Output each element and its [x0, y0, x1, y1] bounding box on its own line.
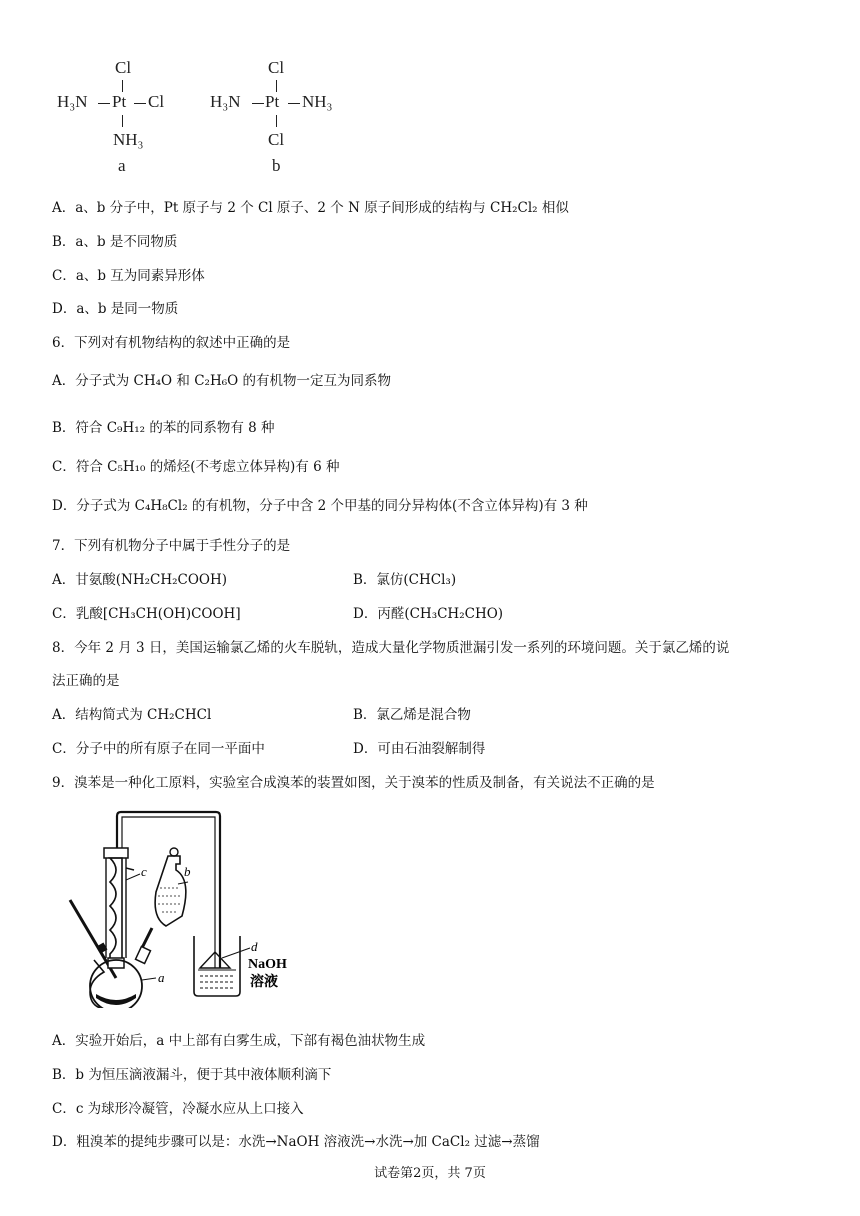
bond-line: [252, 103, 264, 104]
q8-option-b: B．氯乙烯是混合物: [353, 707, 471, 723]
q5-option-c: C．a、b 互为同素异形体: [52, 268, 205, 284]
bromobenzene-apparatus-diagram: [60, 808, 330, 1008]
structure-b-left: H₃N: [210, 92, 241, 111]
q9-option-a: A．实验开始后，a 中上部有白雾生成，下部有褐色油状物生成: [52, 1033, 426, 1049]
bond-line: [276, 115, 277, 127]
q7-option-a: A．甘氨酸(NH₂CH₂COOH): [52, 572, 228, 588]
page-footer: 试卷第2页，共 7页: [374, 1166, 486, 1181]
q6-stem: 6．下列对有机物结构的叙述中正确的是: [52, 335, 291, 351]
structure-a-label: a: [118, 156, 126, 175]
q9-stem: 9．溴苯是一种化工原料，实验室合成溴苯的装置如图，关于溴苯的性质及制备，有关说法不正确的是: [52, 775, 655, 791]
structure-a-left: H₃N: [57, 92, 88, 111]
bond-line: [276, 80, 277, 92]
q5-option-d: D．a、b 是同一物质: [52, 301, 179, 317]
bond-line: [98, 103, 110, 104]
q8-stem-line2: 法正确的是: [52, 673, 120, 689]
q5-option-b: B．a、b 是不同物质: [52, 234, 178, 250]
q9-option-d: D．粗溴苯的提纯步骤可以是：水洗→NaOH 溶液洗→水洗→加 CaCl₂ 过滤→蒸馏: [52, 1134, 540, 1150]
structure-b-center: Pt: [265, 92, 280, 111]
structure-a-top: Cl: [115, 58, 132, 77]
structure-a-center: Pt: [112, 92, 127, 111]
label-naoh: NaOH: [248, 957, 287, 972]
q7-option-d: D．丙醛(CH₃CH₂CHO): [353, 606, 504, 622]
label-solution: 溶液: [250, 975, 278, 990]
structure-a-right: Cl: [148, 92, 165, 111]
bond-line: [122, 80, 123, 92]
structure-b-top: Cl: [268, 58, 285, 77]
q6-option-a: A．分子式为 CH₄O 和 C₂H₆O 的有机物一定互为同系物: [52, 373, 391, 389]
label-c: c: [141, 864, 147, 879]
q8-option-d: D．可由石油裂解制得: [353, 741, 486, 757]
bond-line: [288, 103, 300, 104]
q8-option-c: C．分子中的所有原子在同一平面中: [52, 741, 265, 757]
bond-line: [122, 115, 123, 127]
q9-option-b: B．b 为恒压滴液漏斗，便于其中液体顺利滴下: [52, 1067, 332, 1083]
structure-b-bottom: Cl: [268, 130, 285, 149]
q6-option-c: C．符合 C₅H₁₀ 的烯烃(不考虑立体异构)有 6 种: [52, 459, 340, 475]
label-d: d: [251, 939, 258, 954]
q7-option-b: B．氯仿(CHCl₃): [353, 572, 457, 588]
q6-option-d: D．分子式为 C₄H₈Cl₂ 的有机物，分子中含 2 个甲基的同分异构体(不含立体异构)有 3 种: [52, 498, 588, 514]
q6-option-b: B．符合 C₉H₁₂ 的苯的同系物有 8 种: [52, 420, 275, 436]
q5-option-a: A．a、b 分子中，Pt 原子与 2 个 Cl 原子、2 个 N 原子间形成的结构与 CH₂Cl₂ 相似: [52, 200, 569, 216]
q7-option-c: C．乳酸[CH₃CH(OH)COOH]: [52, 606, 241, 622]
structure-b-right: NH₃: [302, 92, 333, 111]
label-b: b: [184, 864, 191, 879]
q9-option-c: C．c 为球形冷凝管，冷凝水应从上口接入: [52, 1101, 304, 1117]
q8-stem-line1: 8．今年 2 月 3 日，美国运输氯乙烯的火车脱轨，造成大量化学物质泄漏引发一系列的环境问题。关于氯乙烯的说: [52, 640, 730, 656]
label-a: a: [158, 970, 165, 985]
q8-option-a: A．结构简式为 CH₂CHCl: [52, 707, 212, 723]
q7-stem: 7．下列有机物分子中属于手性分子的是: [52, 538, 291, 554]
structure-a-bottom: NH₃: [113, 130, 144, 149]
structure-b-label: b: [272, 156, 281, 175]
bond-line: [134, 103, 146, 104]
